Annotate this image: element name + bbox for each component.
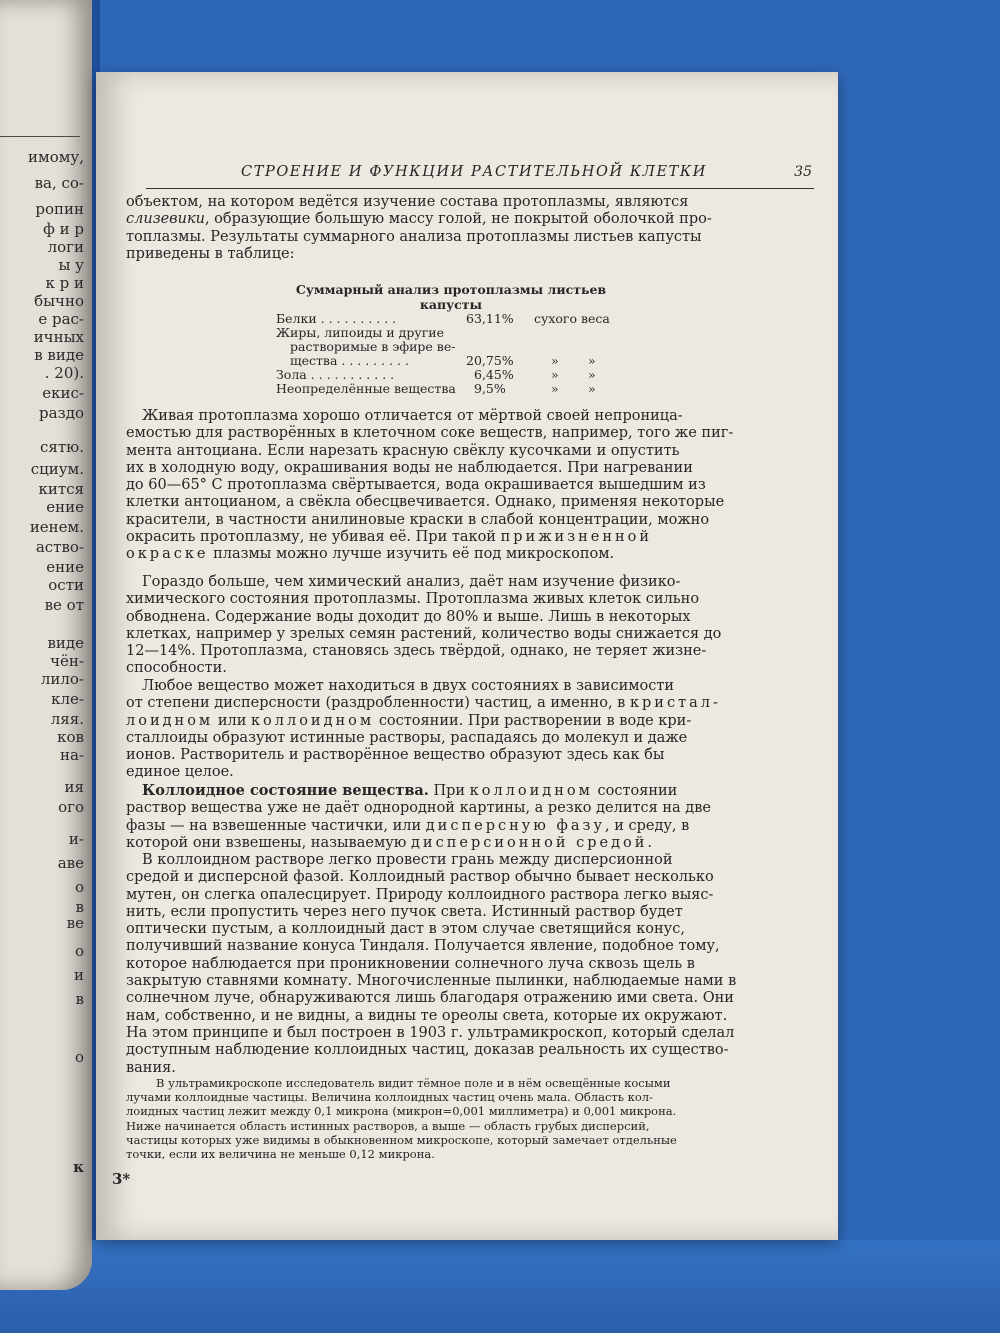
table-row [276, 354, 626, 368]
left-fragment: и [74, 966, 84, 984]
table-row [276, 312, 626, 326]
text-line: емостью для растворённых в клеточном соке веществ, например, того же пиг- [126, 425, 734, 442]
left-fragment: ение [46, 498, 84, 516]
left-fragment: ве от [44, 596, 84, 614]
text-line: Живая протоплазма хорошо отличается от мёртвой своей непроница- [142, 408, 683, 424]
footnote-paragraph [126, 1076, 746, 1161]
text-line: На этом принципе и был построен в 1903 г. ультрамикроскоп, который сделал [126, 1024, 735, 1041]
table-cell: сухого веса [534, 311, 610, 326]
paragraph-permeability [126, 408, 746, 564]
left-fragment: сятю. [40, 438, 84, 456]
text-line: ионов. Растворитель и растворённое вещество образуют здесь как бы [126, 747, 665, 764]
left-fragment: и- [68, 830, 84, 848]
left-fragment: ы у [58, 256, 84, 274]
table-title: Суммарный анализ протоплазмы листьев [295, 282, 607, 297]
left-fragment: сциум. [30, 460, 84, 478]
text-line: химического состояния протоплазмы. Протоплазма живых клеток сильно [126, 591, 700, 608]
text-line: которое наблюдается при проникновении солнечного луча сквозь щель в [126, 955, 695, 972]
paragraph-physchem [126, 574, 746, 678]
spaced-term: кристал- [629, 695, 721, 712]
spaced-term: дисперсионной средой [411, 834, 648, 851]
text-line: красители, в частности анилиновые краски в слабой концентрации, можно [126, 511, 710, 528]
left-fragment: ого [58, 798, 84, 816]
italic-term: слизевики [126, 211, 205, 228]
text-line: до 60—65° С протоплазма свёртывается, вода окрашивается вышедшим из [126, 477, 706, 494]
text-line: , и среду, в [604, 817, 690, 834]
text-line: , образующие большую массу голой, не покрытой оболочкой про- [204, 211, 712, 228]
left-fragment: лило- [40, 670, 84, 688]
running-header [146, 162, 814, 189]
text-line: закрытую ставнями комнату. Многочисленные пылинки, наблюдаемые нами в [126, 973, 737, 990]
intro-paragraph [126, 194, 746, 263]
text-line: лоидных частиц лежит между 0,1 микрона (микрон=0,001 миллиметра) и 0,001 микрона. [126, 1104, 677, 1119]
text-line: единое целое. [126, 764, 234, 781]
text-line: В коллоидном растворе легко провести грань между дисперсионной [142, 852, 673, 868]
table-cell: 20,75% [466, 353, 514, 368]
left-fragment: ков [57, 728, 84, 746]
left-fragment: к [73, 1158, 84, 1176]
left-fragment: аство- [35, 538, 84, 556]
text-line: приведены в таблице: [126, 245, 295, 262]
text-line: 12—14%. Протоплазма, становясь здесь твёрдой, однако, не теряет жизне- [126, 643, 707, 660]
text-line: мутен, он слегка опалесцирует. Природу коллоидного раствора легко выяс- [126, 886, 714, 903]
ditto-mark: » [588, 381, 596, 396]
text-line: Ниже начинается область истинных растворов, а выше — область грубых дисперсий, [126, 1118, 650, 1133]
left-fragment: кится [38, 480, 84, 498]
table-row [276, 368, 626, 382]
table-cell: 6,45% [474, 367, 514, 382]
table-title: капусты [419, 297, 483, 312]
table-cell: растворимые в эфире ве- [290, 339, 456, 354]
spaced-term: прижизненной [500, 529, 653, 546]
text-line: мента антоциана. Если нарезать красную свёклу кусочками и опустить [126, 442, 680, 459]
left-fragment: о [74, 942, 84, 960]
table-cell: Зола . . . . . . . . . . . [276, 367, 395, 382]
text-line: оптически пустым, а коллоидный даст в этом случае светящийся конус, [126, 921, 685, 938]
ditto-mark: » [551, 367, 559, 382]
table-cell: Неопределённые вещества [276, 381, 456, 396]
text-line: вания. [126, 1059, 176, 1076]
text-line: клетки антоцианом, а свёкла обесцвечивается. Однако, применяя некоторые [126, 494, 725, 511]
left-fragment: иенем. [29, 518, 84, 536]
table-cell: Жиры, липоиды и другие [276, 325, 444, 340]
text-line: плазмы можно лучше изучить её под микроскопом. [213, 546, 615, 563]
text-line: лучами коллоидные частицы. Величина коллоидных частиц очень мала. Область кол- [126, 1090, 653, 1105]
text-line: объектом, на котором ведётся изучение состава протоплазмы, являются [126, 194, 689, 210]
page-number: 35 [794, 164, 812, 180]
left-fragment: к р и [45, 274, 84, 292]
left-fragment: екис- [42, 384, 84, 402]
text-line: состоянии. При растворении в воде кри- [378, 712, 692, 729]
text-line: раствор вещества уже не даёт однородной картины, а резко делится на две [126, 800, 711, 817]
left-fragment: ия [64, 778, 84, 796]
left-fragment: аве [57, 854, 84, 872]
paragraph-colloid-state [126, 782, 746, 852]
running-title: СТРОЕНИЕ И ФУНКЦИИ РАСТИТЕЛЬНОЙ КЛЕТКИ [241, 164, 707, 180]
text-line: получивший название конуса Тиндаля. Получается явление, подобное тому, [126, 938, 720, 955]
table-row [276, 382, 626, 396]
text-line: фазы — на взвешенные частички, или [126, 817, 422, 834]
table-cell: щества . . . . . . . . . [290, 353, 409, 368]
left-fragment: ичных [33, 328, 84, 346]
text-line: частицы которых уже видимы в обыкновенном микроскопе, который замечает отдельные [126, 1132, 677, 1147]
left-fragment: ф и р [43, 220, 84, 238]
left-page-rule [0, 136, 80, 137]
text-line: состоянии [597, 783, 678, 799]
left-fragment: имому, [28, 148, 84, 166]
left-fragment: логи [47, 238, 84, 256]
text-line: обводнена. Содержание воды доходит до 80% и выше. Лишь в некоторых [126, 608, 691, 625]
composition-table [276, 282, 626, 396]
text-line: топлазмы. Результаты суммарного анализа протоплазмы листьев капусты [126, 228, 702, 245]
text-line: точки, если их величина не меньше 0,12 микрона. [126, 1147, 435, 1162]
text-line: окрасить протоплазму, не убивая её. При такой [126, 529, 496, 546]
left-fragment: ение [46, 558, 84, 576]
table-row [276, 326, 626, 340]
text-line: которой они взвешены, называемую [126, 834, 407, 851]
spaced-term: окраске [126, 546, 209, 563]
left-fragment: ляя. [50, 710, 84, 728]
section-heading: Коллоидное состояние вещества. [142, 782, 429, 799]
left-fragment: в виде [34, 346, 84, 364]
book-page [96, 72, 838, 1240]
left-fragment: кле- [51, 690, 84, 708]
left-fragment: в [75, 990, 84, 1008]
left-fragment: ва, со- [34, 174, 84, 192]
ditto-mark: » [551, 353, 559, 368]
spaced-term: дисперсную фазу [425, 817, 605, 834]
text-line: средой и дисперсной фазой. Коллоидный раствор обычно бывает несколько [126, 869, 714, 886]
left-fragment: е рас- [38, 310, 84, 328]
text-line: Любое вещество может находиться в двух состояниях в зависимости [142, 678, 675, 694]
left-fragment: о [74, 1048, 84, 1066]
table-row [276, 340, 626, 354]
left-fragment: ости [48, 576, 84, 594]
left-fragment: ропин [35, 200, 84, 218]
left-fragment: раздо [39, 404, 84, 422]
text-line: солнечном луче, обнаруживаются лишь благодаря отражению ими света. Они [126, 990, 734, 1007]
text-line: доступным наблюдение коллоидных частиц, доказав реальность их существо- [126, 1042, 729, 1059]
spaced-term: коллоидном [469, 783, 593, 799]
left-page [0, 0, 92, 1290]
ditto-mark: » [551, 381, 559, 396]
text-line: или [217, 712, 247, 729]
text-line: от степени дисперсности (раздробленности) частиц, а именно, в [126, 695, 626, 712]
left-fragment: в [75, 898, 84, 916]
text-line: способности. [126, 660, 227, 677]
text-line: нам, собственно, и не видны, а видны те ореолы света, которые их окружают. [126, 1007, 728, 1024]
text-line: сталлоиды образуют истинные растворы, распадаясь до молекул и даже [126, 729, 688, 746]
spaced-term: лоидном [126, 712, 214, 729]
spaced-term: коллоидном [250, 712, 375, 729]
text-line: В ультрамикроскопе исследователь видит тёмное поле и в нём освещённые косыми [156, 1076, 671, 1090]
left-fragment: виде [47, 634, 84, 652]
left-fragment: о [74, 878, 84, 896]
ditto-mark: » [588, 353, 596, 368]
text-line: При [433, 783, 466, 799]
background-table [0, 1240, 1000, 1333]
left-fragment: ве [66, 914, 84, 932]
text-line: нить, если пропустить через него пучок света. Истинный раствор будет [126, 903, 683, 920]
left-fragment: бычно [34, 292, 84, 310]
left-fragment: . 20). [44, 364, 84, 382]
paragraph-states [126, 678, 746, 782]
text-line: их в холодную воду, окрашивания воды не наблюдается. При нагревании [126, 459, 693, 476]
ditto-mark: » [588, 367, 596, 382]
left-fragment: на- [59, 746, 84, 764]
text-line: Гораздо больше, чем химический анализ, даёт нам изучение физико- [142, 574, 681, 590]
table-cell: 9,5% [474, 381, 506, 396]
left-fragment: чён- [50, 652, 84, 670]
table-cell: Белки . . . . . . . . . . [276, 311, 397, 326]
paragraph-tyndall [126, 852, 746, 1077]
signature-mark: 3* [112, 1170, 131, 1188]
text-line: . [647, 834, 653, 851]
text-line: клетках, например у зрелых семян растений, количество воды снижается до [126, 625, 722, 642]
table-cell: 63,11% [466, 311, 514, 326]
